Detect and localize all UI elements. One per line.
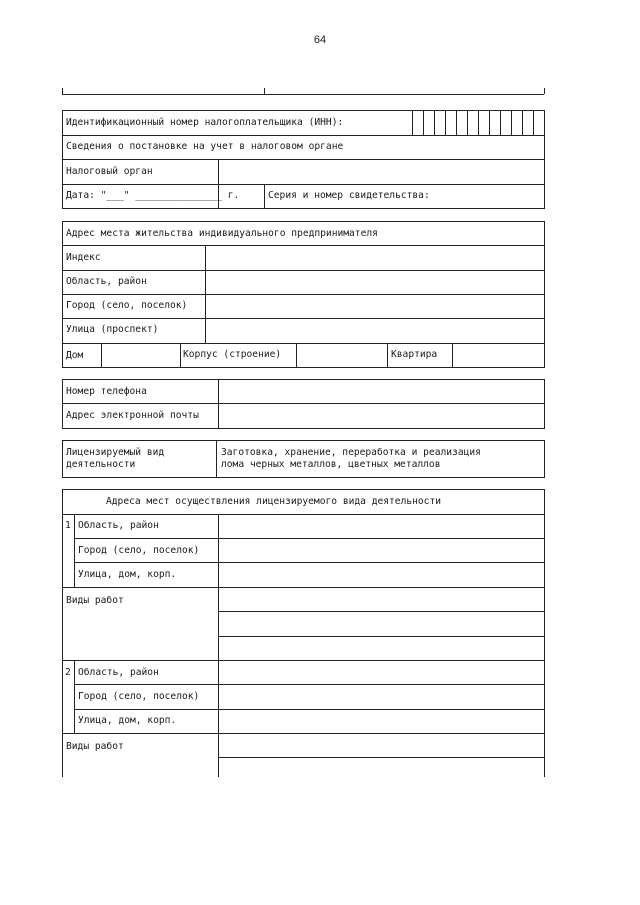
entry-1-city-label: Город (село, поселок) bbox=[78, 545, 200, 556]
entry-2-works-field[interactable] bbox=[219, 734, 544, 777]
header-tick-middle bbox=[264, 88, 265, 94]
city-field[interactable] bbox=[206, 295, 544, 318]
region-label: Область, район bbox=[66, 276, 147, 287]
date-label: Дата: "___" _______________ г. bbox=[66, 190, 240, 201]
inn-label: Идентификационный номер налогоплательщика (ИНН): bbox=[66, 117, 344, 128]
street-label: Улица (проспект) bbox=[66, 324, 159, 335]
activity-label-line1: Лицензируемый вид bbox=[66, 447, 165, 458]
apartment-field[interactable] bbox=[453, 344, 544, 367]
registration-label: Сведения о постановке на учет в налоговом органе bbox=[66, 141, 344, 152]
entry-2-number: 2 bbox=[65, 667, 71, 678]
index-field[interactable] bbox=[206, 246, 544, 270]
activity-value-line1: Заготовка, хранение, переработка и реализация bbox=[221, 447, 481, 458]
places-title: Адреса мест осуществления лицензируемого вида деятельности bbox=[106, 496, 442, 507]
entry-1-region-field[interactable] bbox=[219, 515, 544, 538]
entry-1-street-label: Улица, дом, корп. bbox=[78, 569, 177, 580]
entry-1-works-field[interactable] bbox=[219, 588, 544, 660]
page-number: 64 bbox=[313, 34, 327, 46]
building-label: Корпус (строение) bbox=[183, 349, 282, 360]
address-title: Адрес места жительства индивидуального предпринимателя bbox=[66, 228, 378, 239]
entry-1-number: 1 bbox=[65, 520, 71, 531]
certificate-label: Серия и номер свидетельства: bbox=[268, 190, 430, 201]
house-field[interactable] bbox=[102, 344, 180, 367]
entry-2-street-label: Улица, дом, корп. bbox=[78, 715, 177, 726]
email-label: Адрес электронной почты bbox=[66, 410, 199, 421]
header-rule bbox=[62, 94, 544, 95]
header-tick-left bbox=[62, 88, 63, 94]
activity-value-line2: лома черных металлов, цветных металлов bbox=[221, 459, 441, 470]
entry-2-city-field[interactable] bbox=[219, 685, 544, 709]
city-label: Город (село, поселок) bbox=[66, 300, 188, 311]
entry-2-city-label: Город (село, поселок) bbox=[78, 691, 200, 702]
tax-authority-label: Налоговый орган bbox=[66, 166, 153, 177]
entry-1-street-field[interactable] bbox=[219, 563, 544, 587]
entry-2-region-label: Область, район bbox=[78, 667, 159, 678]
apartment-label: Квартира bbox=[391, 349, 438, 360]
index-label: Индекс bbox=[66, 252, 101, 263]
tax-authority-field[interactable] bbox=[219, 160, 544, 184]
entry-1-city-field[interactable] bbox=[219, 539, 544, 562]
entry-2-region-field[interactable] bbox=[219, 661, 544, 684]
phone-field[interactable] bbox=[219, 380, 544, 403]
phone-label: Номер телефона bbox=[66, 386, 147, 397]
building-field[interactable] bbox=[297, 344, 387, 367]
entry-2-works-label: Виды работ bbox=[66, 741, 124, 752]
entry-2-street-field[interactable] bbox=[219, 710, 544, 733]
street-field[interactable] bbox=[206, 319, 544, 343]
inn-digit-boxes[interactable] bbox=[412, 110, 545, 135]
email-field[interactable] bbox=[219, 404, 544, 428]
house-label: Дом bbox=[66, 350, 84, 361]
entry-1-region-label: Область, район bbox=[78, 520, 159, 531]
region-field[interactable] bbox=[206, 271, 544, 294]
header-tick-right bbox=[544, 88, 545, 94]
activity-label-line2: деятельности bbox=[66, 459, 136, 470]
entry-1-works-label: Виды работ bbox=[66, 595, 124, 606]
